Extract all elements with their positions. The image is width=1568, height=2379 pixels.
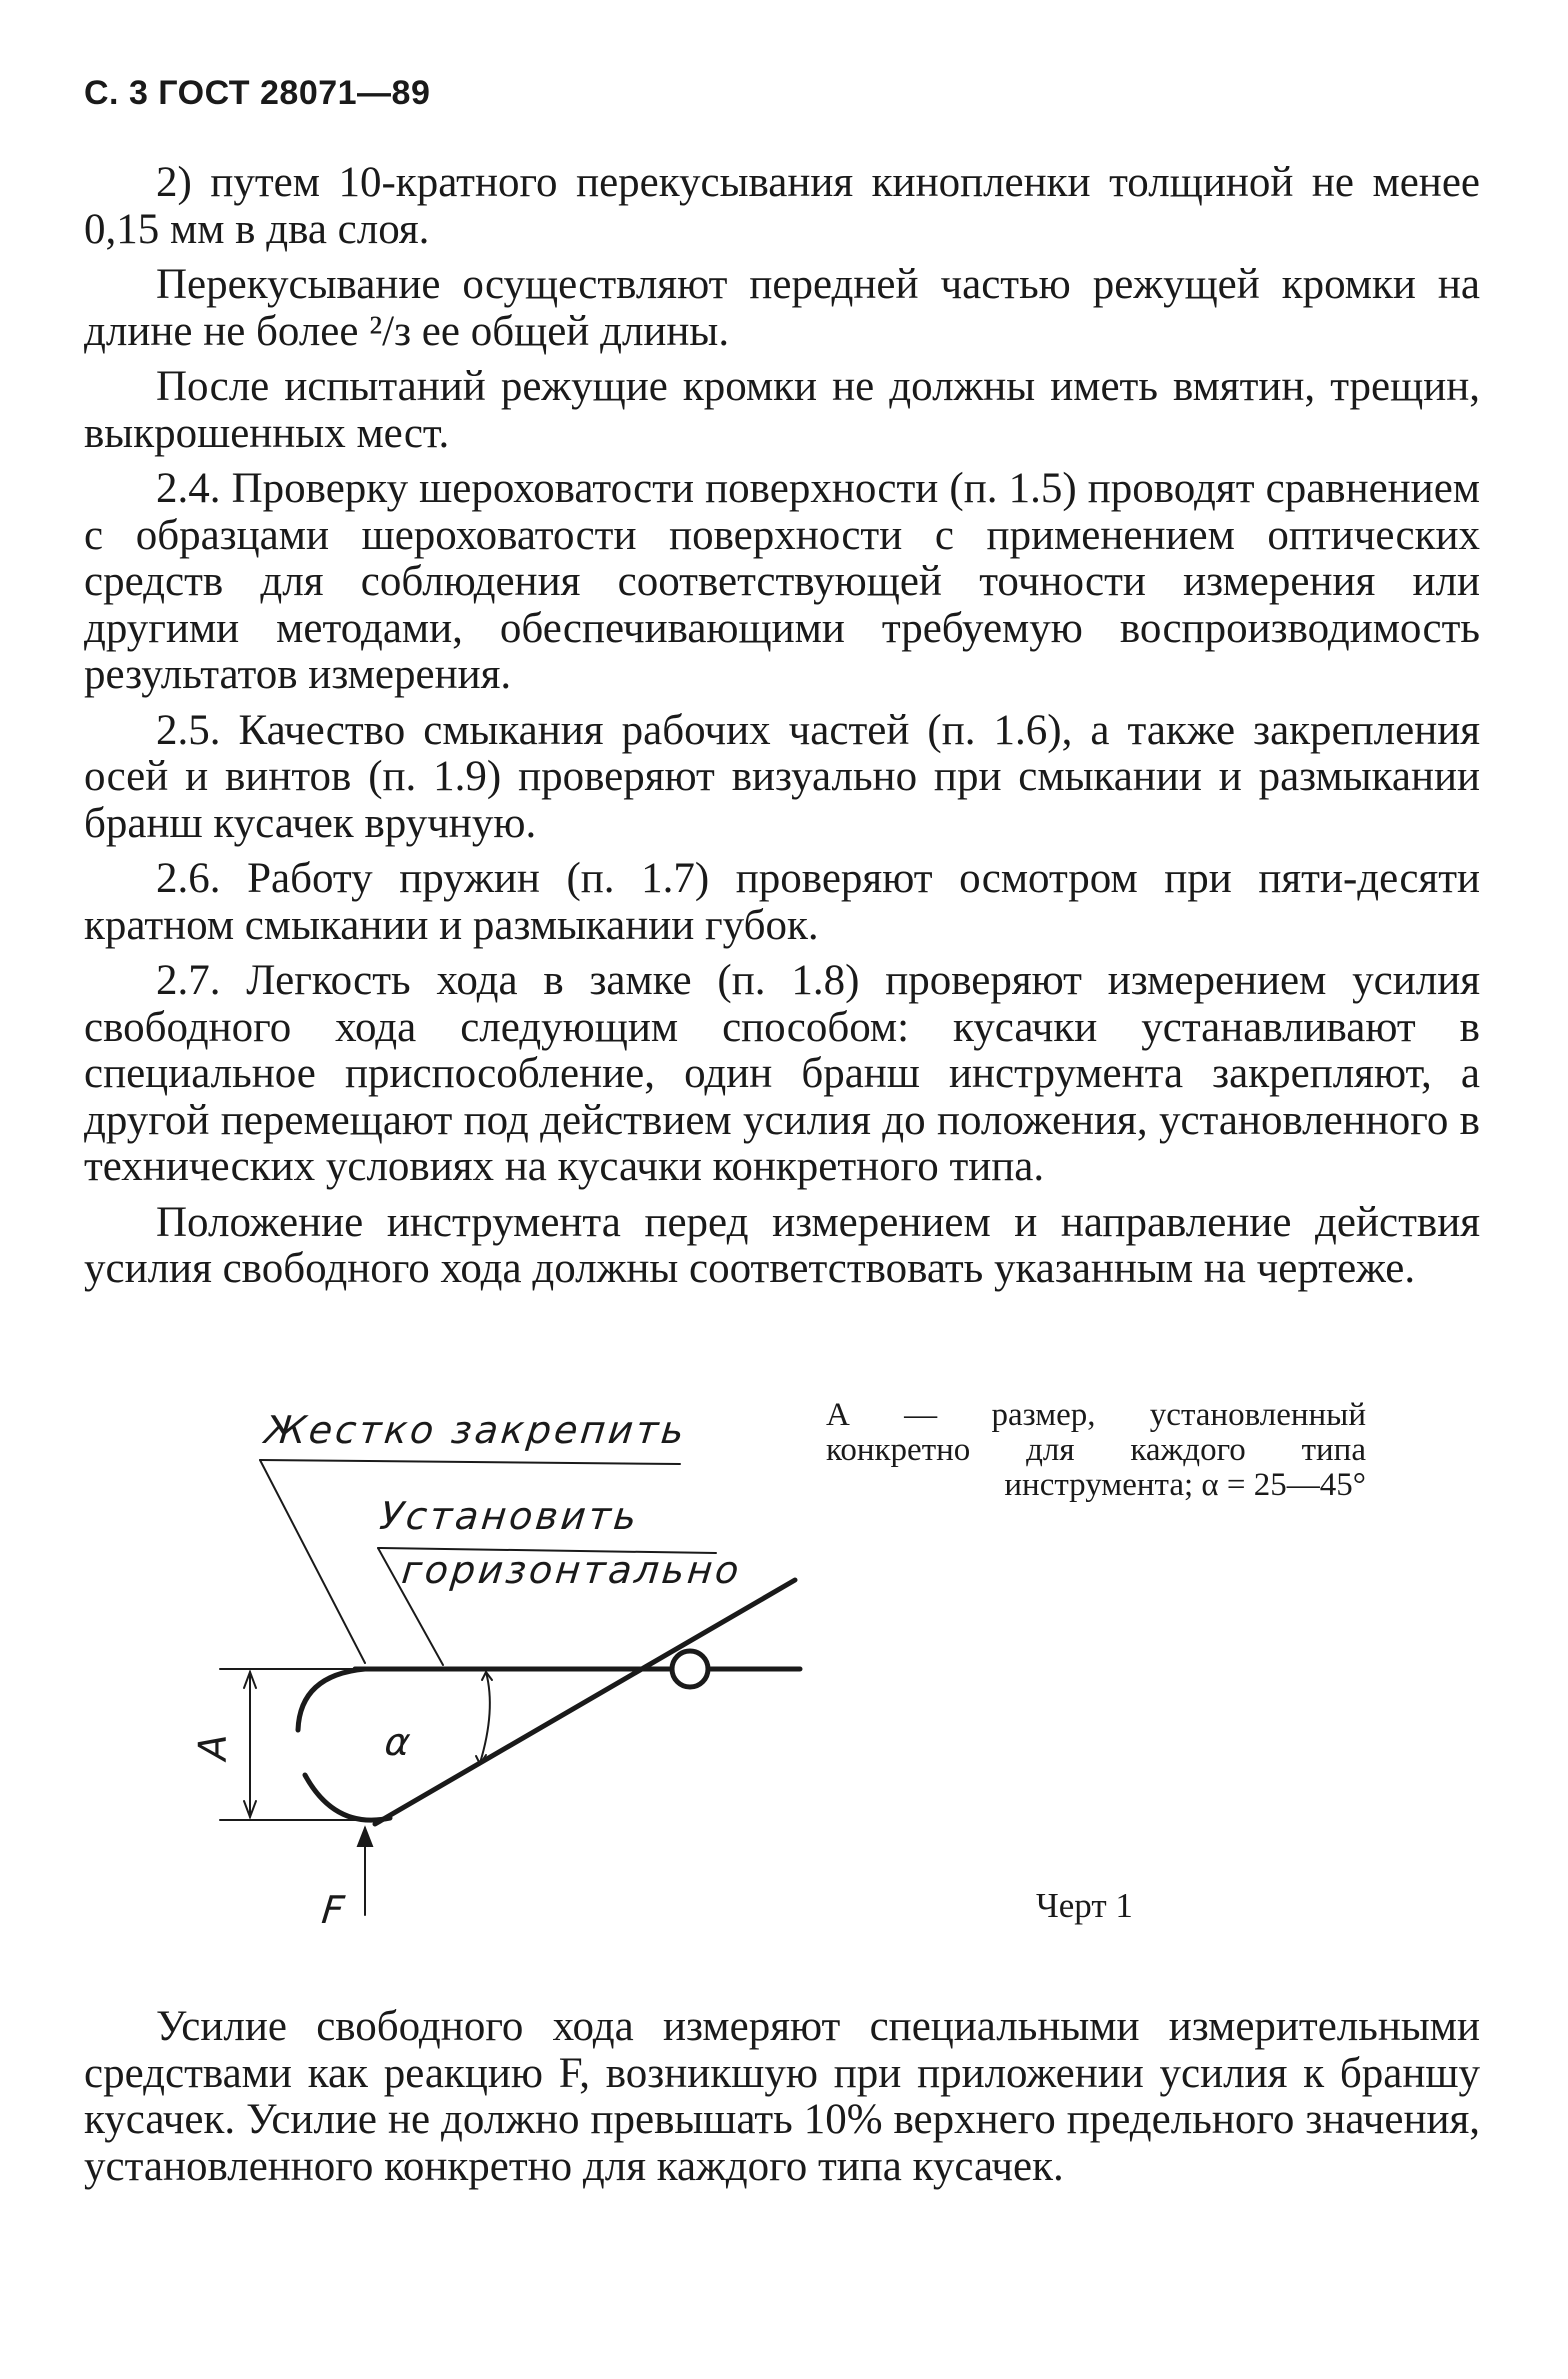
paragraph-closing: Усилие свободного хода измеряют специальными измерительными средствами как реакцию F, возникшую при приложении усилия к браншу кусачек. Усилие не должно превышать 10% верхнего предельного значения, установленного конкретно для каждого типа кусачек. <box>84 2003 1480 2190</box>
drawing-figure <box>160 1380 860 1950</box>
label-horizontally: горизонтально <box>399 1548 744 1592</box>
dimension-label-a: А <box>190 1731 235 1761</box>
angle-label: α <box>382 1720 416 1764</box>
force-arrow-head <box>358 1828 372 1846</box>
upper-jaw-tip <box>298 1669 365 1730</box>
paragraph-2-5: 2.5. Качество смыкания рабочих частей (п. 1.6), а также закрепления осей и винтов (п. 1.9) проверяют визуально при смыкании и размыкании бранш кусачек вручную. <box>84 706 1480 847</box>
label-set: Установить <box>377 1494 642 1538</box>
lower-jaw-tip <box>305 1775 390 1820</box>
force-label: F <box>319 1888 350 1932</box>
paragraph-2-6: 2.6. Работу пружин (п. 1.7) проверяют осмотром при пяти-десяти кратном смыкании и размыкании губок. <box>84 855 1480 949</box>
paragraph-1: 2) путем 10-кратного перекусывания кинопленки толщиной не менее 0,15 мм в два слоя. <box>84 159 1480 253</box>
leader-underline-fix <box>260 1460 680 1464</box>
paragraph-2: Перекусывание осуществляют передней частью режущей кромки на длине не более ²/з ее общей длины. <box>84 261 1480 355</box>
page-header: С. 3 ГОСТ 28071—89 <box>84 74 431 112</box>
paragraph-2-4: 2.4. Проверку шероховатости поверхности (п. 1.5) проводят сравнением с образцами шероховатости поверхности с применением оптических средств для соблюдения соответствующей точности измерения или другими методами, обеспечивающими требуемую воспроизводимость результатов измерения. <box>84 465 1480 698</box>
closing-text <box>84 2004 1480 2199</box>
moving-jaw-line <box>375 1580 795 1824</box>
figure-caption: Черт 1 <box>1036 1886 1133 1925</box>
main-text <box>84 160 1480 1302</box>
hinge-pivot <box>672 1651 708 1687</box>
angle-arc <box>480 1672 490 1763</box>
figure-legend: А — размер, установленный конкретно для каждого типа инструмента; α = 25—45° <box>826 1397 1366 1503</box>
label-fix-rigidly: Жестко закрепить <box>262 1408 689 1452</box>
paragraph-2-7: 2.7. Легкость хода в замке (п. 1.8) проверяют измерением усилия свободного хода следующим способом: кусачки устанавливают в специальное приспособление, один бранш инструмента закрепляют, а другой перемещают под действием усилия до положения, установленного в технических условиях на кусачки конкретного типа. <box>84 957 1480 1190</box>
paragraph-3: После испытаний режущие кромки не должны иметь вмятин, трещин, выкрошенных мест. <box>84 363 1480 457</box>
drawing-svg <box>160 1380 860 1950</box>
paragraph-position: Положение инструмента перед измерением и направление действия усилия свободного хода должны соответствовать указанным на чертеже. <box>84 1198 1480 1292</box>
leader-line-fix <box>260 1460 365 1663</box>
